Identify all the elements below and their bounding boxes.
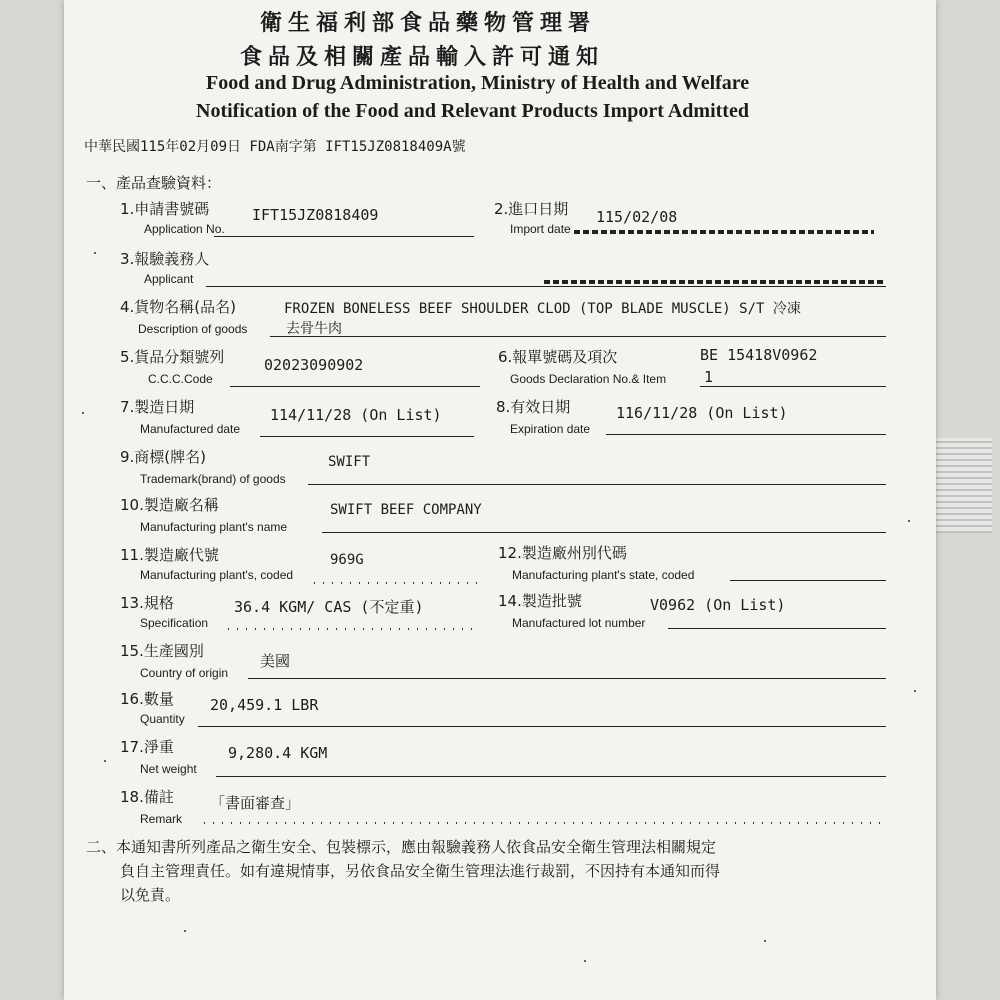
scan-speck [82,412,84,414]
label-declaration-zh: 6.報單號碼及項次 [498,348,618,366]
label-ccc-code-zh: 5.貨品分類號列 [120,348,225,366]
label-applicant-en: Applicant [144,272,194,286]
value-trademark: SWIFT [328,454,371,470]
scan-speck [908,520,910,522]
label-manufactured-date-en: Manufactured date [140,422,241,436]
scan-speck [94,252,96,254]
underline [668,628,886,629]
value-quantity: 20,459.1 LBR [210,696,319,714]
value-specification: 36.4 KGM/ CAS (不定重) [234,598,424,616]
label-ccc-code-en: C.C.C.Code [148,372,213,386]
underline [216,776,886,777]
dotted-underline [228,628,478,630]
label-net-weight-zh: 17.淨重 [120,738,174,756]
value-manufactured-date: 114/11/28 (On List) [270,406,442,424]
label-expiration-date-en: Expiration date [510,422,591,436]
label-plant-code-en: Manufacturing plant's, coded [140,568,294,582]
underline [270,336,886,337]
label-remark-zh: 18.備註 [120,788,174,806]
label-quantity-en: Quantity [140,712,185,726]
value-description: FROZEN BONELESS BEEF SHOULDER CLOD (TOP BLADE MUSCLE) S/T 冷凍 [284,301,801,317]
label-application-no-zh: 1.申請書號碼 [120,200,210,218]
underline [206,286,886,287]
scan-speck [584,960,586,962]
underline [248,678,886,679]
label-lot-number-en: Manufactured lot number [512,616,646,630]
label-remark-en: Remark [140,812,183,826]
value-ccc-code: 02023090902 [264,356,364,374]
value-net-weight: 9,280.4 KGM [228,744,328,762]
label-import-date-en: Import date [510,222,571,236]
value-application-no: IFT15JZ0818409 [252,206,379,224]
label-net-weight-en: Net weight [140,762,197,776]
label-trademark-zh: 9.商標(牌名) [120,448,207,466]
underline [322,532,886,533]
scan-speck [184,930,186,932]
value-import-date: 115/02/08 [596,208,678,226]
side-stamp-fragment [930,438,992,533]
dotted-underline [314,582,484,584]
value-declaration-item: 1 [704,368,714,386]
underline [308,484,886,485]
label-description-en: Description of goods [138,322,248,336]
redaction-mark [574,230,874,234]
label-application-no-en: Application No. [144,222,225,236]
underline [700,386,886,387]
section2-line3: 以免責。 [120,886,181,904]
value-declaration-no: BE 15418V0962 [700,346,818,364]
underline [730,580,886,581]
label-plant-name-en: Manufacturing plant's name [140,520,288,534]
label-country-zh: 15.生產國別 [120,642,204,660]
label-applicant-zh: 3.報驗義務人 [120,250,210,268]
value-remark: 「書面審查」 [210,794,301,812]
agency-title-en: Food and Drug Administration, Ministry of Health and Welfare [206,72,750,94]
import-notification-document [64,0,936,1000]
label-plant-code-zh: 11.製造廠代號 [120,546,219,564]
label-description-zh: 4.貨物名稱(品名) [120,298,237,316]
label-declaration-en: Goods Declaration No.& Item [510,372,667,386]
scan-speck [764,940,766,942]
label-specification-zh: 13.規格 [120,594,174,612]
label-country-en: Country of origin [140,666,229,680]
dotted-underline [204,822,886,824]
value-plant-code: 969G [330,552,364,568]
value-expiration-date: 116/11/28 (On List) [616,404,788,422]
scan-speck [914,690,916,692]
underline [198,726,886,727]
underline [230,386,480,387]
label-lot-number-zh: 14.製造批號 [498,592,582,610]
section1-title: 一、產品查驗資料： [86,174,222,192]
section2-line1: 二、本通知書所列產品之衛生安全、包裝標示，應由報驗義務人依食品安全衛生管理法相關規定 [86,838,717,856]
document-title-en: Notification of the Food and Relevant Products Import Admitted [196,100,749,122]
label-trademark-en: Trademark(brand) of goods [140,472,286,486]
label-import-date-zh: 2.進口日期 [494,200,569,218]
agency-title-zh: 衛生福利部食品藥物管理署 [260,10,597,36]
document-title-zh: 食品及相關產品輸入許可通知 [240,44,605,70]
section2-line2: 負自主管理責任。如有違規情事，另依食品安全衛生管理法進行裁罰，不因持有本通知而得 [120,862,721,880]
underline [260,436,474,437]
value-lot-number: V0962 (On List) [650,596,786,614]
label-quantity-zh: 16.數量 [120,690,174,708]
underline [606,434,886,435]
scan-speck [104,760,106,762]
label-plant-state-en: Manufacturing plant's state, coded [512,568,695,582]
reference-line: 中華民國115年02月09日 FDA南字第 IFT15JZ0818409A號 [84,139,466,155]
label-plant-state-zh: 12.製造廠州別代碼 [498,544,627,562]
label-expiration-date-zh: 8.有效日期 [496,398,571,416]
underline [214,236,474,237]
value-country: 美國 [260,652,291,670]
label-plant-name-zh: 10.製造廠名稱 [120,496,219,514]
label-specification-en: Specification [140,616,209,630]
redaction-mark [544,280,884,284]
label-manufactured-date-zh: 7.製造日期 [120,398,195,416]
value-plant-name: SWIFT BEEF COMPANY [330,502,482,518]
value-description-line2: 去骨牛肉 [286,321,342,337]
